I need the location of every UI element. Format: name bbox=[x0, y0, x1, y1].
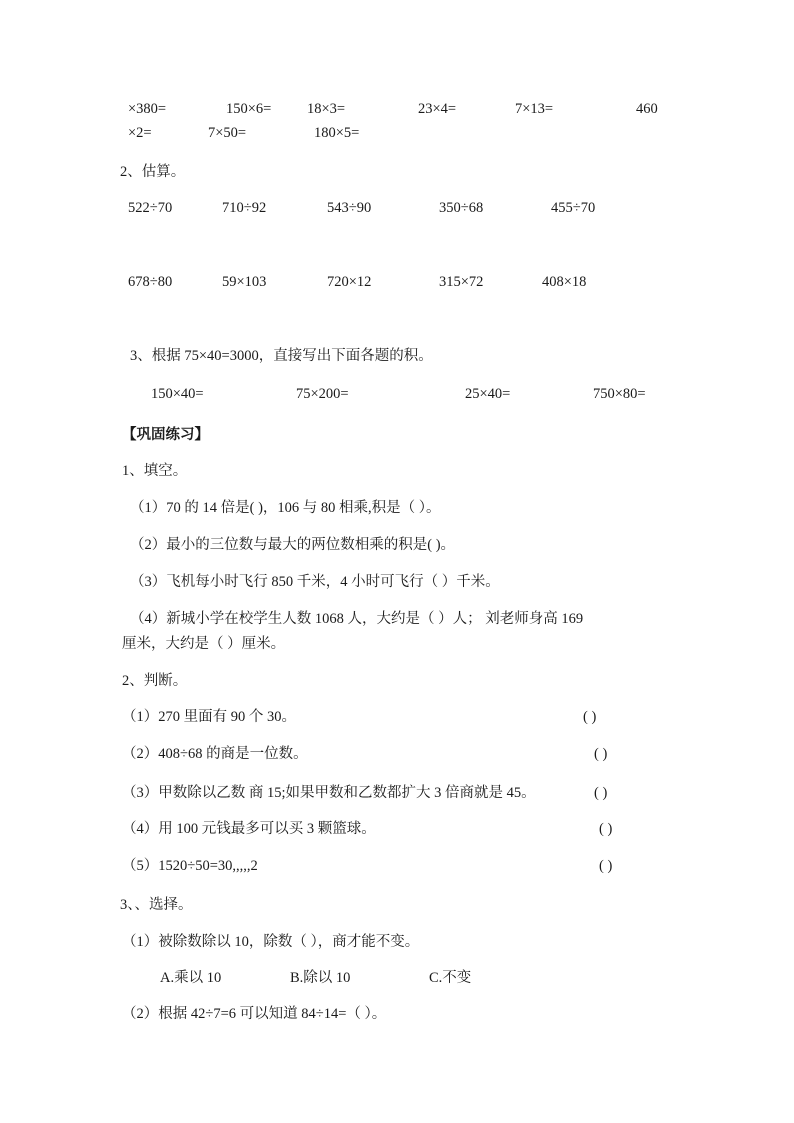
judge-item: （4）用 100 元钱最多可以买 3 颗篮球。 bbox=[122, 821, 376, 837]
fill-item-2: （2）最小的三位数与最大的两位数相乘的积是( )。 bbox=[130, 537, 456, 553]
calc-item: 180×5= bbox=[314, 125, 360, 141]
calc-item: 522÷70 bbox=[128, 200, 173, 216]
products-title: 3、根据 75×40=3000，直接写出下面各题的积。 bbox=[130, 348, 433, 364]
choice-question-2: （2）根据 42÷7=6 可以知道 84÷14=（ ）。 bbox=[122, 1006, 387, 1022]
answer-bracket[interactable]: ( ) bbox=[594, 785, 608, 801]
fill-item-1: （1）70 的 14 倍是( )，106 与 80 相乘,积是（ ）。 bbox=[130, 500, 441, 516]
fill-item-4-cont: 厘米，大约是（ ）厘米。 bbox=[122, 636, 286, 652]
judge-item: （2）408÷68 的商是一位数。 bbox=[122, 746, 308, 762]
calc-item: 720×12 bbox=[327, 274, 372, 290]
answer-bracket[interactable]: ( ) bbox=[583, 709, 597, 725]
answer-bracket[interactable]: ( ) bbox=[594, 746, 608, 762]
option-b[interactable]: B.除以 10 bbox=[290, 970, 351, 986]
calc-item: 408×18 bbox=[542, 274, 587, 290]
calc-item: 59×103 bbox=[222, 274, 267, 290]
calc-item: 350÷68 bbox=[439, 200, 484, 216]
fill-item-4: （4）新城小学在校学生人数 1068 人，大约是（ ）人； 刘老师身高 169 bbox=[130, 611, 584, 627]
calc-item: 7×50= bbox=[208, 125, 247, 141]
choice-title: 3、、选择。 bbox=[120, 897, 193, 913]
fill-title: 1、填空。 bbox=[122, 463, 188, 479]
calc-item: 150×6= bbox=[226, 101, 272, 117]
calc-item: ×2= bbox=[128, 125, 152, 141]
calc-item: 710÷92 bbox=[222, 200, 267, 216]
answer-bracket[interactable]: ( ) bbox=[599, 858, 613, 874]
choice-question-1: （1）被除数除以 10，除数（ ），商才能不变。 bbox=[122, 934, 420, 950]
judge-item: （5）1520÷50=30,,,,,2 bbox=[122, 858, 258, 874]
calc-item: 678÷80 bbox=[128, 274, 173, 290]
calc-item: 315×72 bbox=[439, 274, 484, 290]
option-c[interactable]: C.不变 bbox=[429, 970, 472, 986]
calc-item: 455÷70 bbox=[551, 200, 596, 216]
judge-item: （3）甲数除以乙数 商 15;如果甲数和乙数都扩大 3 倍商就是 45。 bbox=[122, 785, 536, 801]
option-a[interactable]: A.乘以 10 bbox=[160, 970, 222, 986]
judge-title: 2、判断。 bbox=[122, 673, 188, 689]
calc-item: 750×80= bbox=[593, 386, 646, 402]
calc-item: 150×40= bbox=[151, 386, 204, 402]
calc-item: ×380= bbox=[128, 101, 167, 117]
calc-item: 543÷90 bbox=[327, 200, 372, 216]
estimation-title: 2、估算。 bbox=[120, 164, 186, 180]
calc-item: 75×200= bbox=[296, 386, 349, 402]
section-heading: 【巩固练习】 bbox=[122, 427, 209, 443]
fill-item-3: （3）飞机每小时飞行 850 千米，4 小时可飞行（ ）千米。 bbox=[130, 574, 500, 590]
calc-item: 460 bbox=[636, 101, 658, 117]
calc-item: 25×40= bbox=[465, 386, 511, 402]
calc-item: 7×13= bbox=[515, 101, 554, 117]
calc-item: 18×3= bbox=[307, 101, 346, 117]
judge-item: （1）270 里面有 90 个 30。 bbox=[122, 709, 296, 725]
calc-item: 23×4= bbox=[418, 101, 457, 117]
answer-bracket[interactable]: ( ) bbox=[599, 821, 613, 837]
